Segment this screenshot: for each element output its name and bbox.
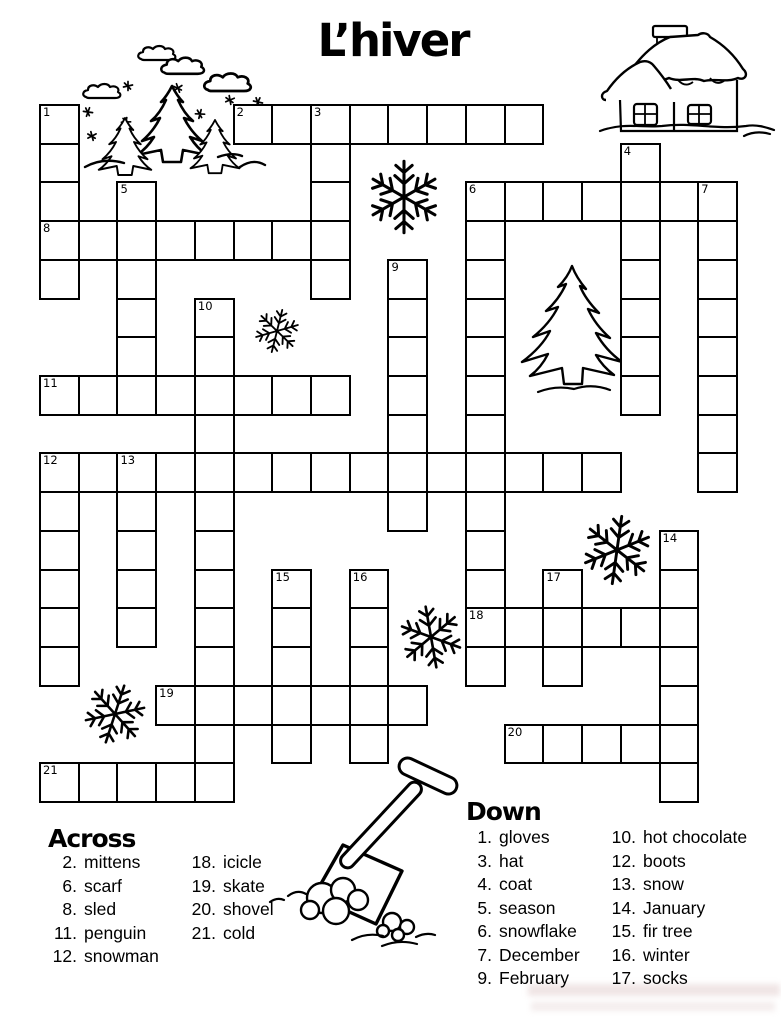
crossword-cell — [465, 375, 506, 416]
cell-number: 15 — [275, 569, 290, 584]
crossword-cell — [78, 762, 119, 803]
crossword-cell — [387, 414, 428, 455]
crossword-cell — [620, 181, 661, 222]
cloud-icon — [83, 84, 120, 98]
crossword-cell — [116, 491, 157, 532]
clue-text: socks — [643, 968, 688, 989]
crossword-cell — [116, 607, 157, 648]
crossword-cell — [465, 530, 506, 571]
cell-number: 19 — [159, 685, 174, 700]
down-clues-column-2 — [602, 826, 747, 991]
crossword-cell — [542, 181, 583, 222]
crossword-cell — [155, 220, 196, 261]
crossword-cell — [387, 104, 428, 145]
clue-item — [602, 897, 747, 921]
snowflake-icon — [251, 305, 303, 358]
clue-item — [50, 898, 159, 922]
clue-text: gloves — [499, 827, 550, 848]
crossword-cell — [78, 220, 119, 261]
crossword-cell — [310, 143, 351, 184]
crossword-cell — [581, 607, 622, 648]
clue-number: 12. — [52, 946, 77, 967]
clue-number: 12. — [611, 850, 636, 871]
watermark-smudge — [531, 1002, 775, 1011]
crossword-cell — [581, 452, 622, 493]
crossword-cell — [194, 298, 235, 339]
cell-number: 17 — [546, 569, 561, 584]
crossword-cell — [659, 762, 700, 803]
crossword-cell — [349, 104, 390, 145]
crossword-cell — [194, 491, 235, 532]
crossword-cell — [194, 569, 235, 610]
crossword-cell — [387, 685, 428, 726]
crossword-cell — [349, 646, 390, 687]
crossword-cell — [504, 724, 545, 765]
crossword-cell — [697, 220, 738, 261]
crossword-cell — [659, 646, 700, 687]
crossword-cell — [542, 724, 583, 765]
clue-text: season — [499, 897, 556, 918]
crossword-cell — [659, 685, 700, 726]
crossword-cell — [542, 452, 583, 493]
crossword-cell — [233, 220, 274, 261]
cell-number: 18 — [468, 608, 484, 623]
crossword-cell — [271, 569, 312, 610]
clue-number: 11. — [53, 922, 77, 943]
crossword-cell — [697, 452, 738, 493]
pine-tree-icon — [137, 86, 207, 162]
crossword-cell — [465, 452, 506, 493]
crossword-cell — [465, 181, 506, 222]
crossword-cell — [349, 452, 390, 493]
clue-number: 3. — [477, 850, 492, 871]
crossword-cell — [39, 104, 80, 145]
clue-item — [50, 875, 159, 899]
crossword-cell — [620, 259, 661, 300]
clue-number: 1. — [477, 827, 492, 848]
crossword-cell — [504, 607, 545, 648]
window-icon — [634, 104, 657, 125]
cell-number: 8 — [43, 221, 51, 236]
crossword-cell — [39, 530, 80, 571]
crossword-cell — [349, 569, 390, 610]
crossword-cell — [504, 452, 545, 493]
crossword-cell — [194, 336, 235, 377]
cell-number: 21 — [43, 763, 58, 778]
cell-number: 14 — [662, 530, 678, 545]
clue-text: sled — [84, 899, 117, 920]
clue-number: 6. — [477, 921, 492, 942]
sparkle-icon — [172, 82, 184, 94]
crossword-cell — [697, 298, 738, 339]
clue-number: 16. — [611, 944, 636, 965]
clue-text: February — [499, 968, 570, 989]
cell-number: 13 — [120, 453, 136, 468]
snow-ground-line — [600, 125, 774, 136]
crossword-cell — [194, 375, 235, 416]
crossword-cell — [349, 607, 390, 648]
crossword-cell — [39, 452, 80, 493]
clue-text: boots — [643, 850, 686, 871]
crossword-cell — [78, 452, 119, 493]
clue-number: 18. — [191, 852, 216, 873]
crossword-cell — [310, 181, 351, 222]
crossword-cell — [194, 220, 235, 261]
crossword-cell — [39, 569, 80, 610]
crossword-cell — [233, 685, 274, 726]
crossword-cell — [659, 724, 700, 765]
crossword-cell — [659, 181, 700, 222]
crossword-cell — [542, 569, 583, 610]
crossword-cell — [387, 375, 428, 416]
clue-text: snowflake — [499, 921, 577, 942]
crossword-cell — [194, 762, 235, 803]
crossword-cell — [620, 375, 661, 416]
clue-item — [50, 922, 159, 946]
crossword-cell — [504, 104, 545, 145]
crossword-cell — [620, 336, 661, 377]
crossword-cell — [659, 530, 700, 571]
clue-item — [186, 922, 274, 946]
down-clues-column-1 — [468, 826, 580, 991]
cell-number: 20 — [507, 724, 523, 739]
crossword-cell — [697, 259, 738, 300]
crossword-cell — [620, 298, 661, 339]
clue-text: cold — [223, 922, 256, 943]
crossword-cell — [310, 452, 351, 493]
crossword-cell — [504, 181, 545, 222]
crossword-cell — [620, 220, 661, 261]
clue-number: 7. — [477, 944, 492, 965]
clue-item — [468, 920, 580, 944]
crossword-cell — [426, 104, 467, 145]
fir-tree-illustration — [522, 266, 622, 392]
cell-number: 2 — [236, 105, 244, 119]
crossword-cell — [155, 452, 196, 493]
down-heading: Down — [466, 797, 541, 826]
clue-text: scarf — [84, 875, 122, 896]
crossword-cell — [271, 452, 312, 493]
clue-number: 9. — [477, 968, 492, 989]
crossword-cell — [271, 375, 312, 416]
shovel-shaft — [338, 779, 425, 870]
crossword-cell — [581, 724, 622, 765]
crossword-cell — [194, 724, 235, 765]
crossword-cell — [116, 220, 157, 261]
cell-number: 7 — [701, 182, 709, 197]
window-icon — [688, 105, 711, 124]
crossword-cell — [39, 375, 80, 416]
crossword-cell — [116, 259, 157, 300]
house-walls — [620, 80, 737, 131]
cell-number: 5 — [120, 182, 128, 197]
clue-item — [602, 826, 747, 850]
crossword-cell — [387, 259, 428, 300]
sparkle-icon — [121, 117, 131, 127]
crossword-cell — [116, 762, 157, 803]
crossword-cell — [465, 104, 506, 145]
clue-text: skate — [223, 875, 265, 896]
snow-pile — [301, 878, 414, 941]
crossword-cell — [194, 452, 235, 493]
crossword-cell — [387, 336, 428, 377]
crossword-cell — [620, 143, 661, 184]
clue-item — [468, 897, 580, 921]
snowflake-icon — [368, 161, 439, 232]
crossword-cell — [116, 181, 157, 222]
shovel-handle — [396, 755, 459, 797]
crossword-cell — [233, 104, 274, 145]
clue-number: 5. — [477, 897, 492, 918]
crossword-cell — [39, 143, 80, 184]
crossword-cell — [78, 375, 119, 416]
cell-number: 6 — [468, 182, 477, 197]
sparkle-icon — [82, 106, 94, 118]
crossword-cell — [465, 259, 506, 300]
clue-item — [468, 873, 580, 897]
chimney — [657, 37, 682, 53]
cell-number: 10 — [197, 298, 213, 313]
clue-item — [50, 851, 159, 875]
crossword-cell — [542, 646, 583, 687]
crossword-cell — [233, 452, 274, 493]
crossword-cell — [194, 530, 235, 571]
crossword-cell — [659, 607, 700, 648]
crossword-cell — [271, 607, 312, 648]
crossword-cell — [39, 181, 80, 222]
sparkle-icon — [194, 108, 205, 119]
crossword-cell — [310, 104, 351, 145]
crossword-cell — [697, 414, 738, 455]
crossword-cell — [271, 685, 312, 726]
crossword-cell — [116, 530, 157, 571]
clue-text: snowman — [84, 946, 159, 967]
crossword-cell — [387, 452, 428, 493]
clue-number: 14. — [611, 897, 636, 918]
pine-tree-icon — [99, 118, 152, 175]
crossword-cell — [116, 375, 157, 416]
crossword-cell — [116, 452, 157, 493]
crossword-cell — [155, 375, 196, 416]
clue-item — [602, 873, 747, 897]
crossword-cell — [271, 724, 312, 765]
across-clues-column-1 — [50, 851, 159, 969]
crossword-cell — [39, 220, 80, 261]
clue-item — [186, 851, 274, 875]
clue-text: fir tree — [643, 921, 693, 942]
clue-number: 17. — [611, 968, 636, 989]
snowflake-icon — [579, 512, 655, 589]
clue-item — [468, 967, 580, 991]
clue-item — [468, 850, 580, 874]
crossword-cell — [39, 491, 80, 532]
crossword-cell — [465, 414, 506, 455]
clue-item — [602, 850, 747, 874]
clue-text: coat — [499, 874, 533, 895]
chimney-cap — [653, 26, 687, 37]
crossword-cell — [271, 220, 312, 261]
clue-text: mittens — [84, 852, 141, 873]
cloud-icon — [138, 46, 175, 60]
clue-item — [602, 920, 747, 944]
crossword-cell — [39, 762, 80, 803]
crossword-cell — [271, 646, 312, 687]
clue-text: penguin — [84, 922, 147, 943]
clue-text: hat — [499, 850, 524, 871]
shovel-blade — [314, 845, 402, 924]
clue-number: 8. — [62, 899, 77, 920]
crossword-cell — [465, 607, 506, 648]
clue-number: 21. — [191, 922, 216, 943]
snow-house-illustration — [600, 26, 774, 136]
clue-item — [468, 826, 580, 850]
clue-item — [602, 944, 747, 968]
crossword-cell — [155, 685, 196, 726]
clue-text: shovel — [223, 899, 274, 920]
clue-text: December — [499, 944, 580, 965]
crossword-cell — [659, 569, 700, 610]
snow-shovel-illustration — [270, 755, 460, 946]
clue-text: January — [643, 897, 706, 918]
crossword-cell — [581, 181, 622, 222]
crossword-cell — [233, 375, 274, 416]
cloud-icon — [204, 74, 250, 92]
clue-item — [468, 944, 580, 968]
crossword-cell — [465, 220, 506, 261]
crossword-cell — [465, 569, 506, 610]
crossword-cell — [194, 414, 235, 455]
cell-number: 9 — [391, 259, 399, 274]
crossword-cell — [465, 646, 506, 687]
clue-number: 2. — [62, 852, 77, 873]
clue-number: 6. — [62, 875, 77, 896]
crossword-cell — [116, 569, 157, 610]
gable-roof — [602, 61, 671, 100]
across-heading: Across — [48, 824, 136, 853]
clue-item — [50, 945, 159, 969]
crossword-cell — [697, 336, 738, 377]
crossword-cell — [155, 762, 196, 803]
cell-number: 12 — [43, 453, 58, 468]
crossword-cell — [39, 259, 80, 300]
snowflake-icon — [78, 677, 153, 752]
crossword-cell — [310, 685, 351, 726]
crossword-cell — [194, 685, 235, 726]
clue-item — [186, 875, 274, 899]
sparkle-icon — [124, 82, 133, 91]
crossword-cell — [465, 336, 506, 377]
crossword-cell — [426, 452, 467, 493]
clue-number: 13. — [611, 874, 636, 895]
crossword-cell — [620, 607, 661, 648]
snowy-roof — [627, 33, 746, 81]
clue-item — [602, 967, 747, 991]
crossword-cell — [310, 220, 351, 261]
clue-item — [186, 898, 274, 922]
crossword-cell — [697, 375, 738, 416]
crossword-cell — [271, 104, 312, 145]
crossword-cell — [310, 259, 351, 300]
clue-number: 10. — [611, 827, 636, 848]
page-title: L’hiver — [317, 14, 469, 67]
crossword-cell — [194, 607, 235, 648]
crossword-cell — [387, 298, 428, 339]
crossword-cell — [697, 181, 738, 222]
sparkle-icon — [86, 130, 97, 141]
crossword-cell — [349, 724, 390, 765]
crossword-cell — [310, 375, 351, 416]
clue-text: snow — [643, 874, 684, 895]
snowflake-icon — [395, 601, 466, 672]
crossword-cell — [542, 607, 583, 648]
crossword-cell — [194, 646, 235, 687]
clue-text: winter — [643, 944, 690, 965]
cell-number: 16 — [352, 569, 368, 584]
cell-number: 4 — [623, 143, 632, 158]
cell-number: 1 — [43, 105, 51, 119]
across-clues-column-2 — [186, 851, 274, 945]
crossword-cell — [465, 491, 506, 532]
clue-number: 20. — [191, 899, 216, 920]
crossword-cell — [116, 298, 157, 339]
clue-text: hot chocolate — [643, 827, 748, 848]
clue-number: 4. — [477, 874, 492, 895]
clue-number: 15. — [611, 921, 636, 942]
crossword-cell — [620, 724, 661, 765]
crossword-cell — [387, 491, 428, 532]
clue-text: icicle — [223, 852, 262, 873]
clue-number: 19. — [191, 875, 216, 896]
crossword-cell — [349, 685, 390, 726]
crossword-cell — [39, 607, 80, 648]
crossword-cell — [116, 336, 157, 377]
cell-number: 3 — [314, 105, 322, 119]
crossword-cell — [39, 646, 80, 687]
crossword-cell — [465, 298, 506, 339]
cell-number: 11 — [43, 376, 58, 391]
cloud-icon — [161, 58, 204, 74]
